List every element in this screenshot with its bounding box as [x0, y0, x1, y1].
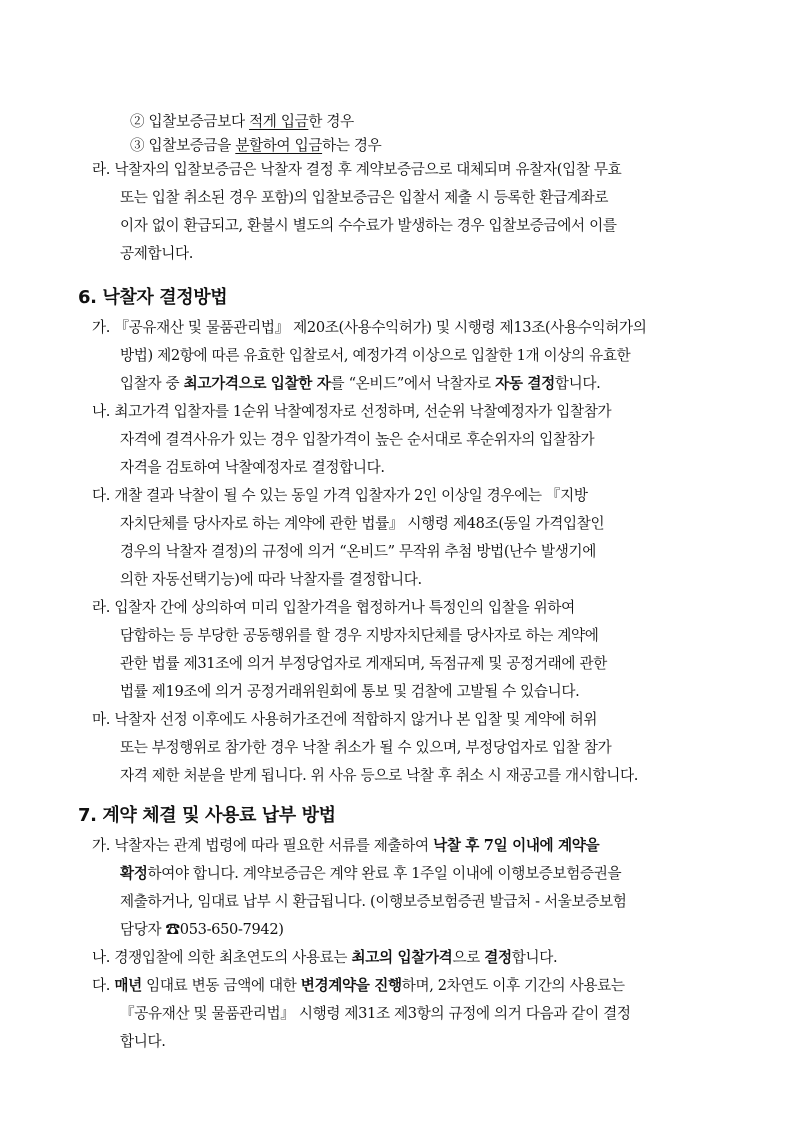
paragraph-6-ra-line-4: 법률 제19조에 의거 공정거래위원회에 통보 및 검찰에 고발될 수 있습니다. [120, 683, 580, 700]
list-marker: 가. [92, 319, 111, 336]
section-6-heading: 6. 낙찰자 결정방법 [78, 287, 228, 308]
paragraph-7-ga-line-1: 가. 낙찰자는 관계 법령에 따라 필요한 서류를 제출하여 낙찰 후 7일 이내에 계약을 [92, 837, 600, 854]
paragraph-7-na-line-1: 나. 경쟁입찰에 의한 최초연도의 사용료는 최고의 입찰가격으로 결정합니다. [92, 949, 558, 966]
list-marker: 마. [92, 711, 111, 728]
paragraph-6-da-line-1: 다. 개찰 결과 낙찰이 될 수 있는 동일 가격 입찰자가 2인 이상일 경우에는 『지방 [92, 487, 588, 504]
paragraph-6-ga-line-1: 가. 『공유재산 및 물품관리법』 제20조(사용수익허가) 및 시행령 제13조(사용수익허가의 [92, 319, 647, 336]
paragraph-5-ra-line-2: 또는 입찰 취소된 경우 포함)의 입찰보증금은 입찰서 제출 시 등록한 환급계좌로 [120, 189, 609, 206]
paragraph-6-ma-line-2: 또는 부정행위로 참가한 경우 낙찰 취소가 될 수 있으며, 부정당업자로 입찰 참가 [120, 739, 612, 756]
paragraph-6-ra-line-3: 관한 법률 제31조에 의거 부정당업자로 게재되며, 독점규제 및 공정거래에 관한 [120, 655, 607, 672]
paragraph-7-ga-line-3: 제출하거나, 임대료 납부 시 환급됩니다. (이행보증보험증권 발급처 - 서울보증보험 [120, 893, 627, 910]
clause-item-3: ③ 입찰보증금을 분할하여 입금하는 경우 [130, 137, 382, 154]
paragraph-5-ra-line-1: 라. 낙찰자의 입찰보증금은 낙찰자 결정 후 계약보증금으로 대체되며 유찰자(입찰 무효 [92, 161, 622, 178]
paragraph-5-ra-line-4: 공제합니다. [120, 245, 194, 262]
paragraph-7-ga-line-4: 담당자 ☎053-650-7942) [120, 921, 284, 938]
paragraph-7-da-line-2: 『공유재산 및 물품관리법』 시행령 제31조 제3항의 규정에 의거 다음과 같이 결정 [120, 1005, 631, 1022]
paragraph-6-da-line-3: 경우의 낙찰자 결정)의 규정에 의거 “온비드” 무작위 추첨 방법(난수 발생기에 [120, 543, 596, 560]
paragraph-6-da-line-2: 자치단체를 당사자로 하는 계약에 관한 법률』 시행령 제48조(동일 가격입찰인 [120, 515, 605, 532]
clause-item-2: ② 입찰보증금보다 적게 입금한 경우 [130, 113, 354, 130]
list-marker: 나. [92, 949, 111, 966]
paragraph-6-da-line-4: 의한 자동선택기능)에 따라 낙찰자를 결정합니다. [120, 571, 422, 588]
list-marker: 다. [92, 977, 111, 994]
paragraph-6-ma-line-1: 마. 낙찰자 선정 이후에도 사용허가조건에 적합하지 않거나 본 입찰 및 계약에 허위 [92, 711, 598, 728]
list-marker: 다. [92, 487, 111, 504]
list-marker: 라. [92, 161, 111, 178]
paragraph-6-ma-line-3: 자격 제한 처분을 받게 됩니다. 위 사유 등으로 낙찰 후 취소 시 재공고를 개시합니다. [120, 767, 639, 784]
paragraph-5-ra-line-3: 이자 없이 환급되고, 환불시 별도의 수수료가 발생하는 경우 입찰보증금에서 이를 [120, 217, 617, 234]
paragraph-6-na-line-1: 나. 최고가격 입찰자를 1순위 낙찰예정자로 선정하며, 선순위 낙찰예정자가 입찰참가 [92, 403, 612, 420]
paragraph-6-na-line-2: 자격에 결격사유가 있는 경우 입찰가격이 높은 순서대로 후순위자의 입찰참가 [120, 431, 595, 448]
section-7-heading: 7. 계약 체결 및 사용료 납부 방법 [78, 805, 336, 826]
paragraph-7-ga-line-2: 확정하여야 합니다. 계약보증금은 계약 완료 후 1주일 이내에 이행보증보험증권을 [120, 865, 622, 882]
paragraph-6-ra-line-2: 담합하는 등 부당한 공동행위를 할 경우 지방자치단체를 당사자로 하는 계약에 [120, 627, 599, 644]
paragraph-6-na-line-3: 자격을 검토하여 낙찰예정자로 결정합니다. [120, 459, 385, 476]
paragraph-6-ga-line-2: 방법) 제2항에 따른 유효한 입찰로서, 예정가격 이상으로 입찰한 1개 이상의 유효한 [120, 347, 631, 364]
list-marker: 나. [92, 403, 111, 420]
list-marker: 라. [92, 599, 111, 616]
paragraph-6-ga-line-3: 입찰자 중 최고가격으로 입찰한 자를 “온비드”에서 낙찰자로 자동 결정합니다. [120, 375, 601, 392]
paragraph-6-ra-line-1: 라. 입찰자 간에 상의하여 미리 입찰가격을 협정하거나 특정인의 입찰을 위하여 [92, 599, 575, 616]
paragraph-7-da-line-1: 다. 매년 임대료 변동 금액에 대한 변경계약을 진행하며, 2차연도 이후 기간의 사용료는 [92, 977, 625, 994]
list-marker: 가. [92, 837, 111, 854]
paragraph-7-da-line-3: 합니다. [120, 1033, 166, 1050]
